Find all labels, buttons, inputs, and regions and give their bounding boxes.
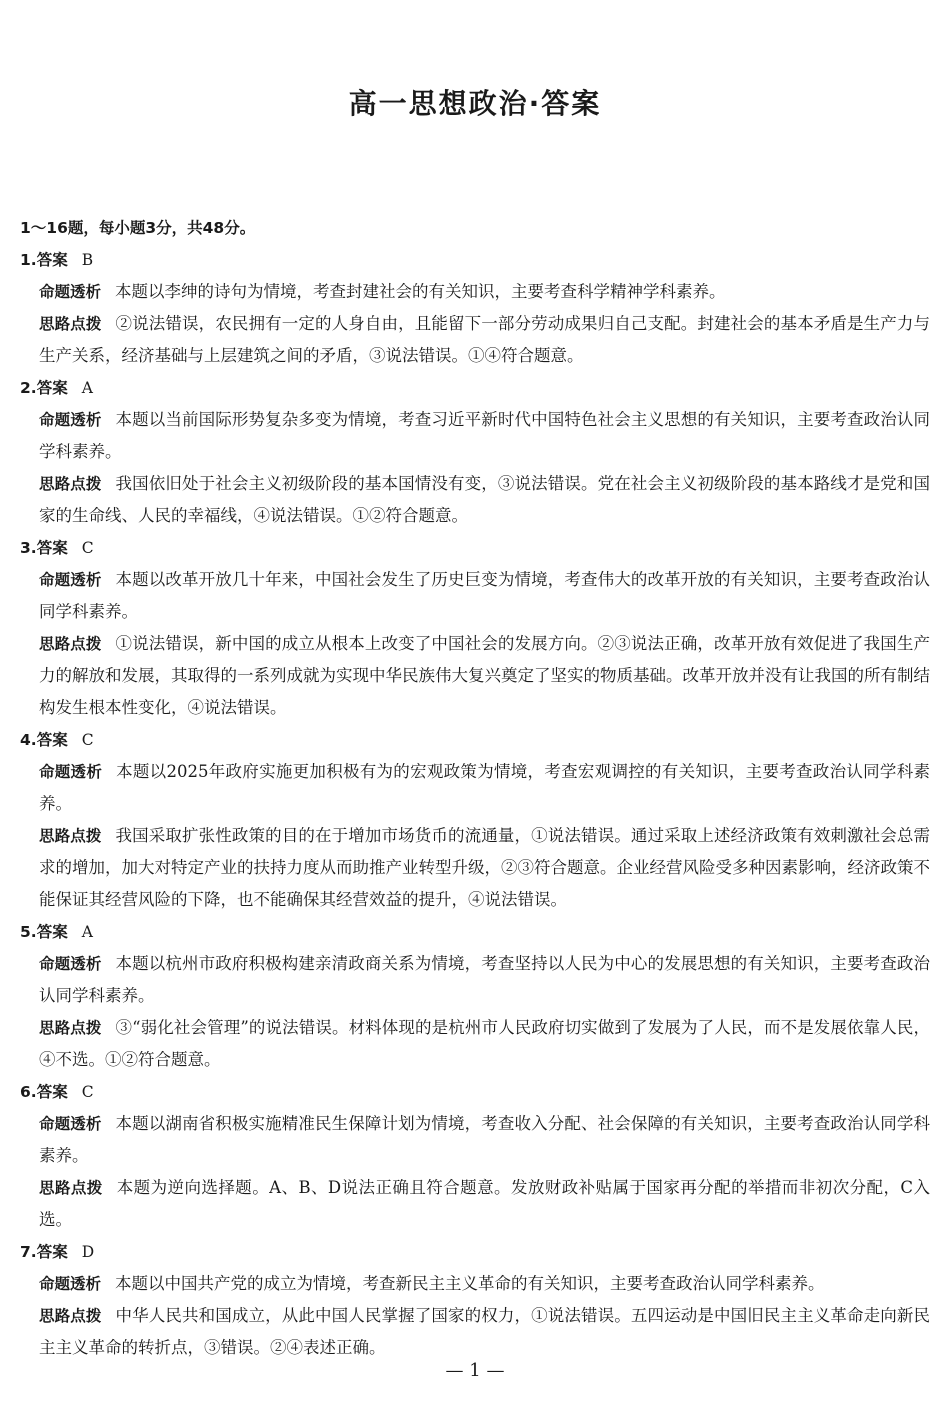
hint-paragraph xyxy=(20,1172,930,1236)
hint-text: 我国采取扩张性政策的目的在于增加市场货币的流通量，①说法错误。通过采取上述经济政策有效刺激社会总需求的增加，加大对特定产业的扶持力度从而助推产业转型升级，②③符合题意。企业经营风险受多种因素影响，经济政策不能保证其经营风险的下降，也不能确保其经营效益的提升，④说法错误。 xyxy=(39,826,930,909)
question-block xyxy=(20,916,930,1076)
answer-label: 答案 xyxy=(36,1243,68,1261)
answer-value: A xyxy=(81,379,93,397)
hint-paragraph xyxy=(20,1300,930,1364)
hint-label: 思路点拨 xyxy=(39,1307,102,1325)
analysis-label: 命题透析 xyxy=(39,571,102,589)
question-block xyxy=(20,532,930,724)
analysis-paragraph xyxy=(20,756,930,820)
hint-text: ①说法错误，新中国的成立从根本上改变了中国社会的发展方向。②③说法正确，改革开放有效促进了我国生产力的解放和发展，其取得的一系列成就为实现中华民族伟大复兴奠定了坚实的物质基础。改革开放并没有让我国的所有制结构发生根本性变化，④说法错误。 xyxy=(39,634,930,717)
answer-label: 答案 xyxy=(36,539,68,557)
question-number: 5. xyxy=(20,923,37,941)
answer-label: 答案 xyxy=(36,923,68,941)
analysis-text: 本题以当前国际形势复杂多变为情境，考查习近平新时代中国特色社会主义思想的有关知识，主要考查政治认同学科素养。 xyxy=(39,410,930,461)
answer-content xyxy=(20,212,930,1364)
answer-label: 答案 xyxy=(36,731,68,749)
answer-label: 答案 xyxy=(36,1083,68,1101)
hint-label: 思路点拨 xyxy=(39,475,102,493)
analysis-label: 命题透析 xyxy=(39,283,102,301)
hint-text: 我国依旧处于社会主义初级阶段的基本国情没有变，③说法错误。党在社会主义初级阶段的基本路线才是党和国家的生命线、人民的幸福线，④说法错误。①②符合题意。 xyxy=(39,474,930,525)
question-number: 2. xyxy=(20,379,37,397)
question-number: 6. xyxy=(20,1083,37,1101)
answer-label: 答案 xyxy=(36,251,68,269)
hint-text: ③“弱化社会管理”的说法错误。材料体现的是杭州市人民政府切实做到了发展为了人民，而不是发展依靠人民，④不选。①②符合题意。 xyxy=(39,1018,930,1069)
section-intro: 1～16题，每小题3分，共48分。 xyxy=(20,219,256,237)
hint-label: 思路点拨 xyxy=(39,1019,102,1037)
hint-paragraph xyxy=(20,820,930,916)
analysis-label: 命题透析 xyxy=(39,411,102,429)
analysis-text: 本题以改革开放几十年来，中国社会发生了历史巨变为情境，考查伟大的改革开放的有关知识，主要考查政治认同学科素养。 xyxy=(39,570,930,621)
hint-paragraph xyxy=(20,628,930,724)
question-number: 3. xyxy=(20,539,37,557)
analysis-text: 本题以中国共产党的成立为情境，考查新民主主义革命的有关知识，主要考查政治认同学科素养。 xyxy=(115,1274,825,1293)
analysis-paragraph xyxy=(20,1268,930,1300)
question-block xyxy=(20,372,930,532)
question-answer-line xyxy=(20,724,930,756)
question-number: 1. xyxy=(20,251,37,269)
answer-value: C xyxy=(81,1083,94,1101)
hint-text: 中华人民共和国成立，从此中国人民掌握了国家的权力，①说法错误。五四运动是中国旧民主主义革命走向新民主主义革命的转折点，③错误。②④表述正确。 xyxy=(39,1306,930,1357)
answer-value: A xyxy=(81,923,93,941)
question-answer-line xyxy=(20,1076,930,1108)
hint-label: 思路点拨 xyxy=(39,1179,103,1197)
analysis-label: 命题透析 xyxy=(39,1275,102,1293)
question-answer-line xyxy=(20,244,930,276)
analysis-text: 本题以湖南省积极实施精准民生保障计划为情境，考查收入分配、社会保障的有关知识，主要考查政治认同学科素养。 xyxy=(39,1114,930,1165)
question-block xyxy=(20,1236,930,1364)
answer-value: B xyxy=(81,251,94,269)
page-title: 高一思想政治·答案 xyxy=(348,87,602,120)
hint-text: 本题为逆向选择题。A、B、D说法正确且符合题意。发放财政补贴属于国家再分配的举措而非初次分配，C入选。 xyxy=(39,1178,930,1229)
analysis-paragraph xyxy=(20,948,930,1012)
hint-text: ②说法错误，农民拥有一定的人身自由，且能留下一部分劳动成果归自己支配。封建社会的基本矛盾是生产力与生产关系，经济基础与上层建筑之间的矛盾，③说法错误。①④符合题意。 xyxy=(39,314,930,365)
answer-value: C xyxy=(81,731,94,749)
answer-value: C xyxy=(81,539,94,557)
analysis-label: 命题透析 xyxy=(39,1115,102,1133)
answer-value: D xyxy=(81,1243,95,1261)
analysis-paragraph xyxy=(20,564,930,628)
question-list xyxy=(20,244,930,1364)
question-answer-line xyxy=(20,1236,930,1268)
analysis-paragraph xyxy=(20,276,930,308)
analysis-label: 命题透析 xyxy=(39,763,103,781)
hint-paragraph xyxy=(20,308,930,372)
question-answer-line xyxy=(20,532,930,564)
hint-label: 思路点拨 xyxy=(39,635,102,653)
hint-label: 思路点拨 xyxy=(39,315,102,333)
question-answer-line xyxy=(20,372,930,404)
question-block xyxy=(20,724,930,916)
question-number: 4. xyxy=(20,731,37,749)
analysis-label: 命题透析 xyxy=(39,955,102,973)
hint-paragraph xyxy=(20,468,930,532)
question-number: 7. xyxy=(20,1243,37,1261)
hint-paragraph xyxy=(20,1012,930,1076)
question-block xyxy=(20,244,930,372)
analysis-paragraph xyxy=(20,404,930,468)
analysis-text: 本题以杭州市政府积极构建亲清政商关系为情境，考查坚持以人民为中心的发展思想的有关知识，主要考查政治认同学科素养。 xyxy=(39,954,930,1005)
question-answer-line xyxy=(20,916,930,948)
analysis-text: 本题以李绅的诗句为情境，考查封建社会的有关知识，主要考查科学精神学科素养。 xyxy=(115,282,726,301)
page-number: — 1 — xyxy=(445,1360,505,1381)
analysis-paragraph xyxy=(20,1108,930,1172)
question-block xyxy=(20,1076,930,1236)
hint-label: 思路点拨 xyxy=(39,827,102,845)
analysis-text: 本题以2025年政府实施更加积极有为的宏观政策为情境，考查宏观调控的有关知识，主要考查政治认同学科素养。 xyxy=(39,762,930,813)
answer-label: 答案 xyxy=(36,379,68,397)
